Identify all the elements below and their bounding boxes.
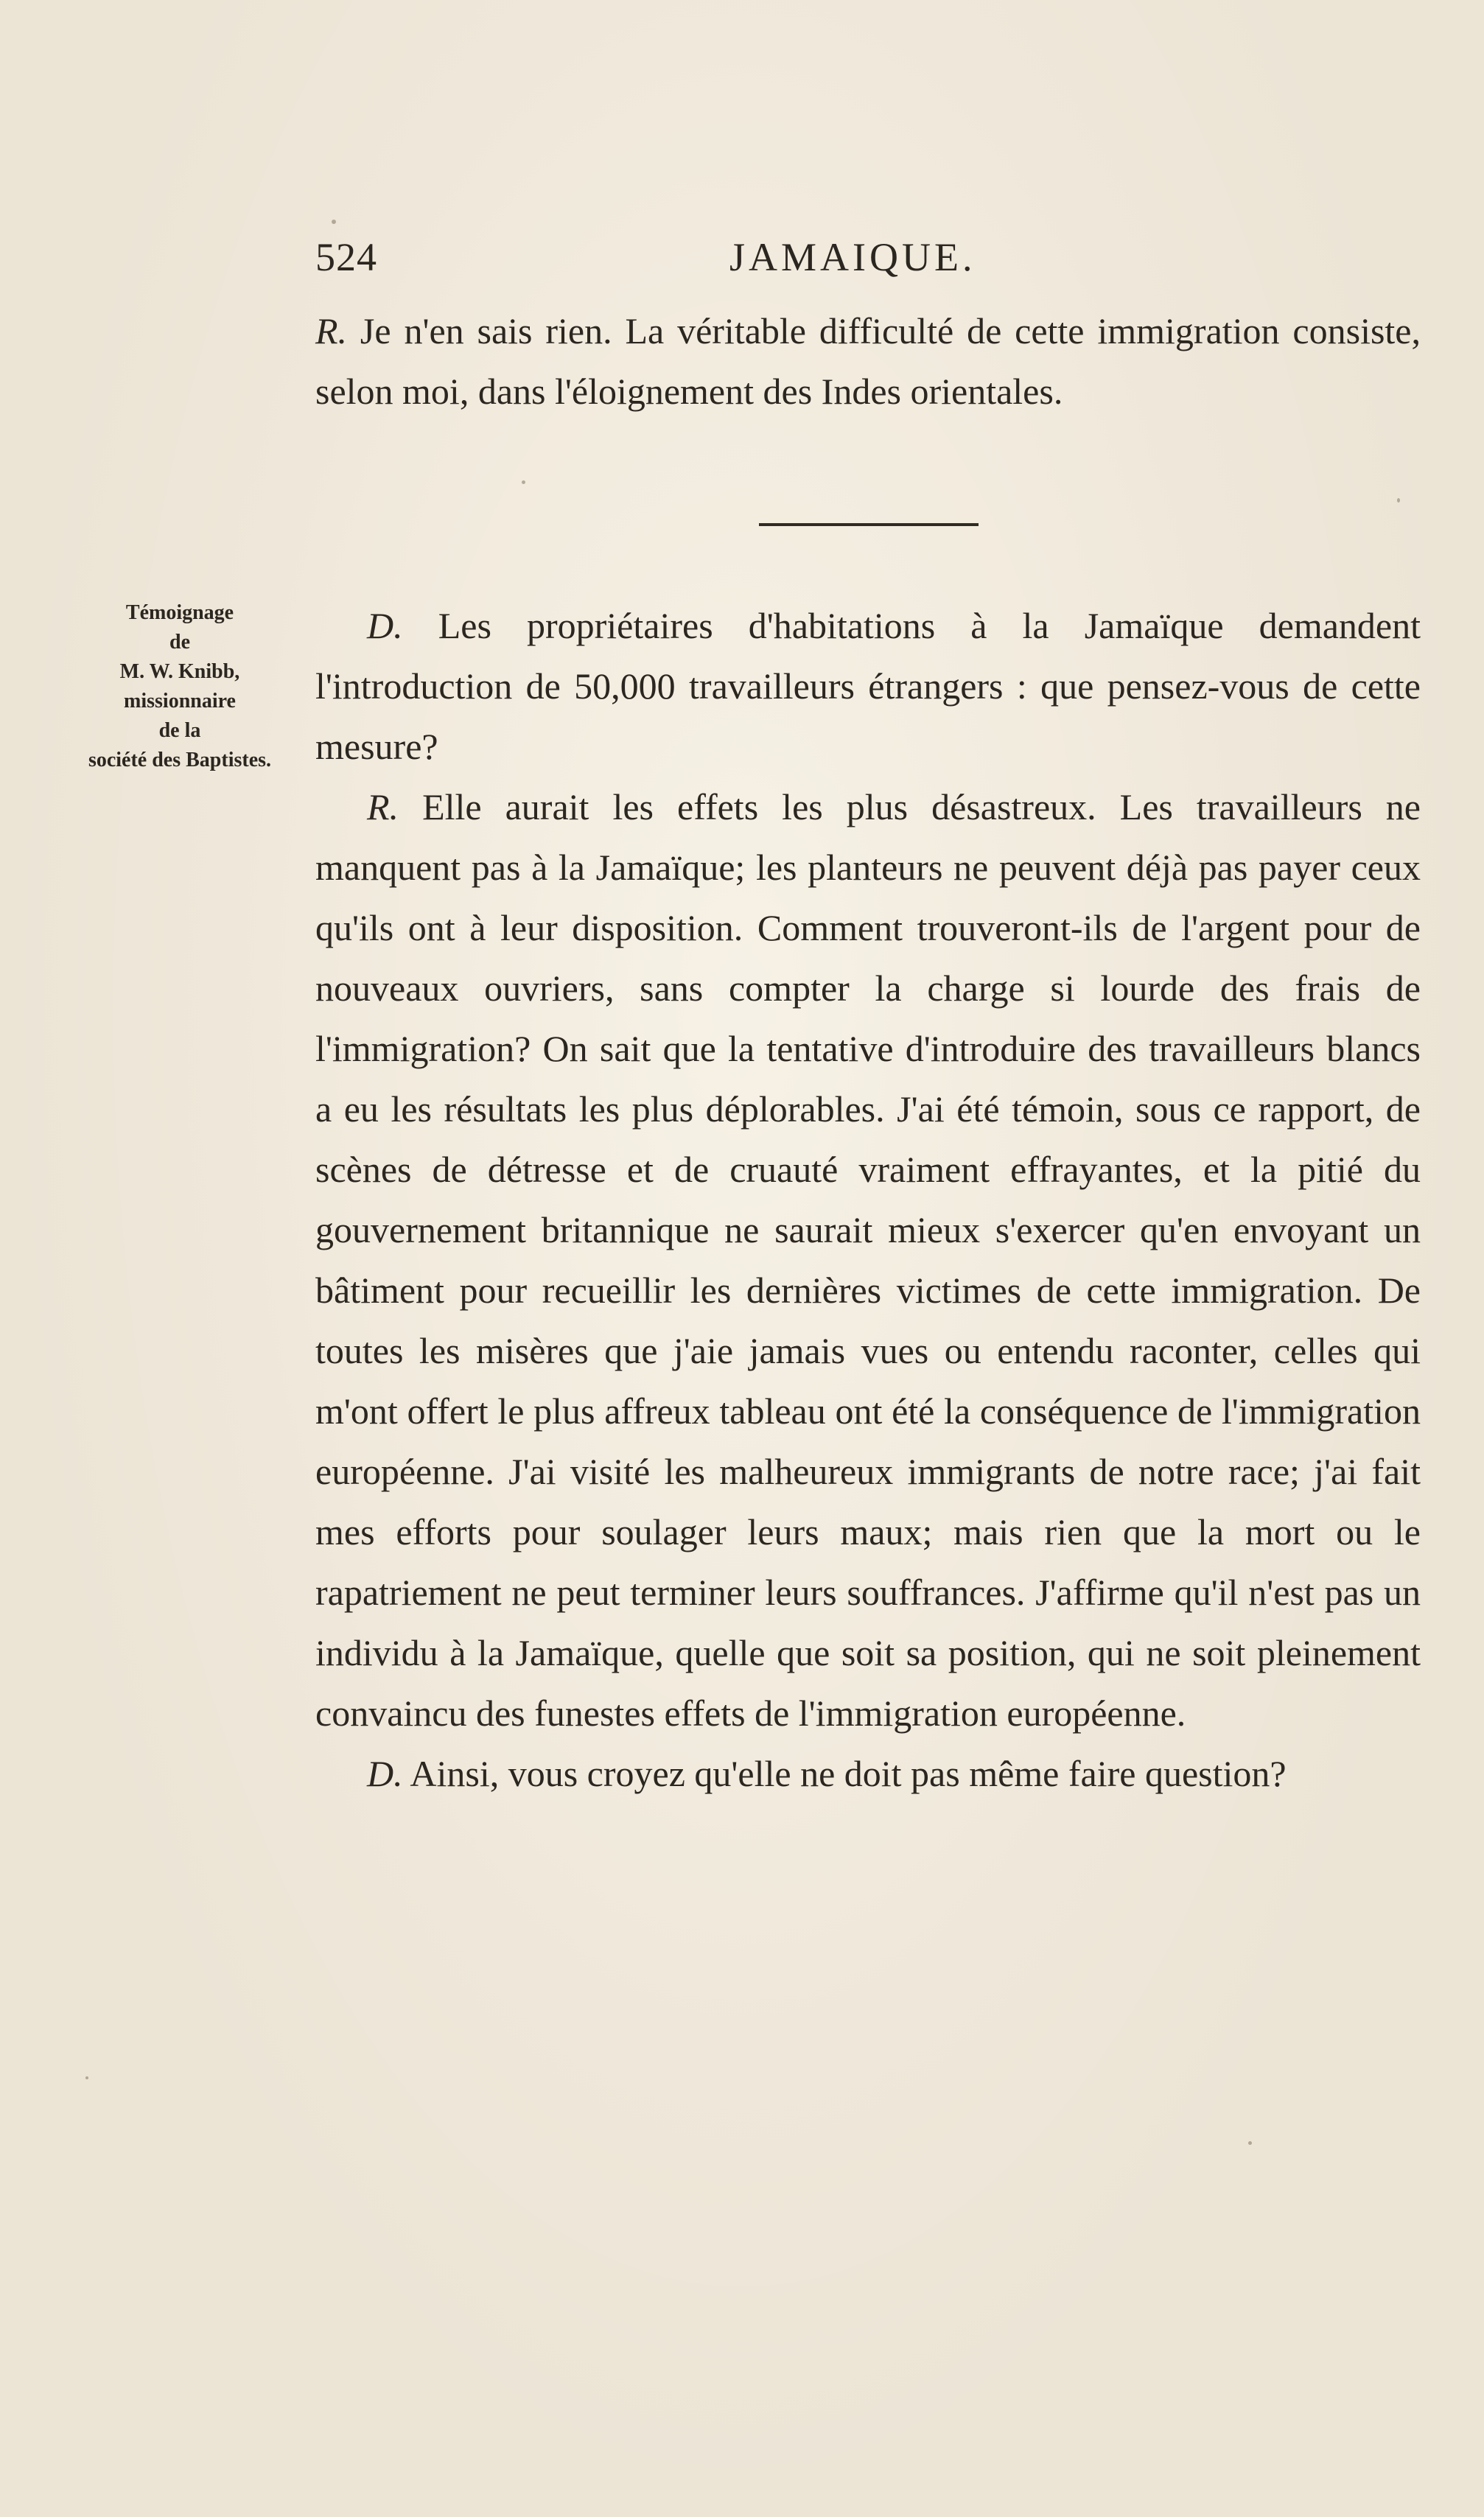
speaker-label: D. <box>367 605 403 646</box>
paragraph-text: Ainsi, vous croyez qu'elle ne doit pas même faire question? <box>410 1753 1287 1794</box>
paper-speck <box>522 480 525 484</box>
margin-note-line: société des Baptistes. <box>88 749 272 771</box>
page-number: 524 <box>315 235 377 279</box>
section-divider <box>759 523 979 526</box>
paragraph-text: Les propriétaires d'habitations à la Jamaïque demandent l'introduction de 50,000 travailleurs étrangers : que pensez-vous de cette mesure? <box>315 605 1421 767</box>
margin-note-line: de <box>169 631 190 654</box>
speaker-label: R. <box>315 310 348 351</box>
speaker-label: D. <box>367 1753 403 1794</box>
text-block-main <box>315 595 1421 1804</box>
margin-note-line: M. W. Knibb, <box>119 660 240 683</box>
paper-speck <box>1248 2141 1252 2145</box>
question-paragraph-1 <box>315 595 1421 777</box>
paper-speck <box>332 220 336 224</box>
margin-note <box>62 598 298 775</box>
running-head: JAMAIQUE. <box>729 235 976 279</box>
text-block-top <box>315 301 1421 421</box>
answer-paragraph-2 <box>315 777 1421 1743</box>
answer-paragraph-1 <box>315 301 1421 421</box>
speaker-label: R. <box>367 786 399 827</box>
paragraph-text: Elle aurait les effets les plus désastreux. Les travailleurs ne manquent pas à la Jamaïque; les planteurs ne peuvent déjà pas payer ceux qu'ils ont à leur disposition. Comment trouveront-ils de l'argent pour de nouveaux ouvriers, sans compter la charge si lourde des frais de l'immigration? On sait que la tentative d'introduire des travailleurs blancs a eu les résultats les plus déplorables. J'ai été témoin, sous ce rapport, de scènes de détresse et de cruauté vraiment effrayantes, et la pitié du gouvernement britannique ne saurait mieux s'exercer qu'en envoyant un bâtiment pour recueillir les dernières victimes de cette immigration. De toutes les misères que j'aie jamais vues ou entendu raconter, celles qui m'ont offert le plus affreux tableau ont été la conséquence de l'immigration européenne. J'ai visité les malheureux immigrants de notre race; j'ai fait mes efforts pour soulager leurs maux; mais rien que la mort ou le rapatriement ne peut terminer leurs souffrances. J'affirme qu'il n'est pas un individu à la Jamaïque, quelle que soit sa position, qui ne soit pleinement convaincu des funestes effets de l'immigration européenne. <box>315 786 1421 1734</box>
question-paragraph-2 <box>315 1743 1421 1804</box>
page-header <box>315 234 1406 293</box>
paper-speck <box>85 2076 88 2079</box>
margin-note-line: Témoignage <box>125 601 234 624</box>
paragraph-text: Je n'en sais rien. La véritable difficulté de cette immigration consiste, selon moi, dans l'éloignement des Indes orientales. <box>315 310 1421 412</box>
margin-note-line: missionnaire <box>124 690 236 713</box>
paper-speck <box>1397 498 1400 503</box>
margin-note-line: de la <box>158 719 201 742</box>
